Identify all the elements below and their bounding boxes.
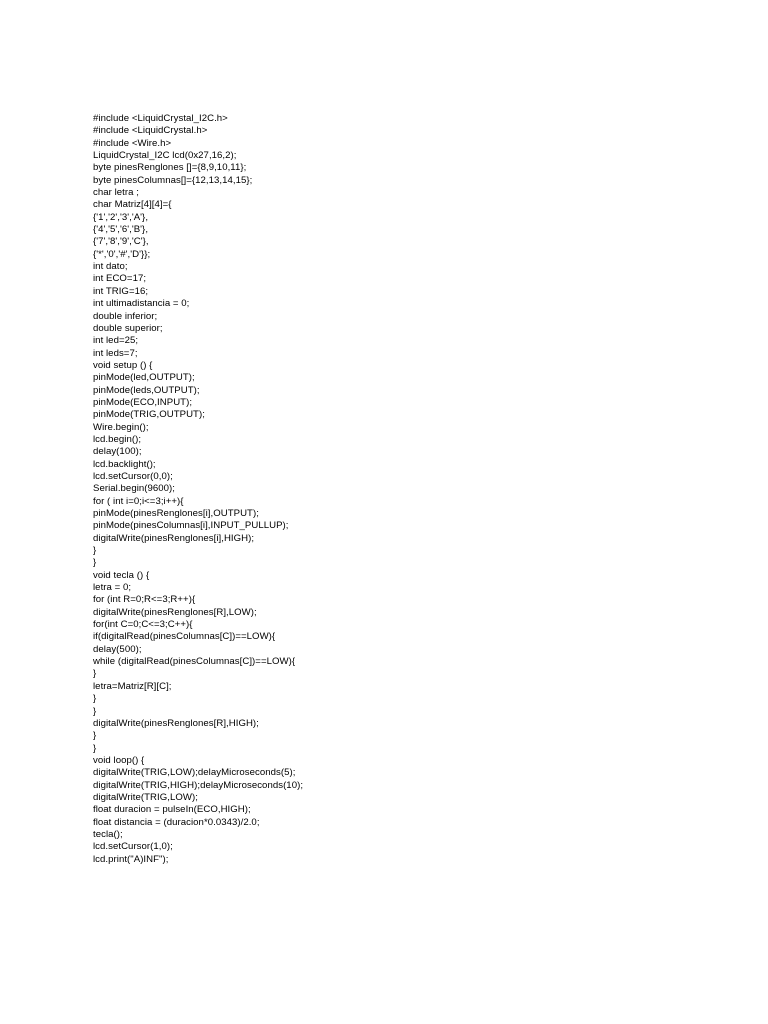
code-line: int dato; bbox=[93, 261, 128, 273]
code-line: digitalWrite(pinesRenglones[R],HIGH); bbox=[93, 717, 259, 729]
code-line: pinMode(pinesRenglones[i],OUTPUT); bbox=[93, 508, 259, 519]
code-line: pinMode(leds,OUTPUT); bbox=[93, 384, 200, 396]
code-line: } bbox=[93, 557, 97, 569]
code-line: int leds=7; bbox=[93, 347, 138, 359]
code-line: byte pinesColumnas[]={12,13,14,15}; bbox=[93, 174, 253, 186]
code-line: Serial.begin(9600); bbox=[93, 483, 176, 495]
code-line: {'1','2','3','A'}, bbox=[93, 211, 149, 223]
code-line: delay(500); bbox=[93, 643, 142, 655]
code-line: letra=Matriz[R][C]; bbox=[93, 680, 172, 692]
code-line: if(digitalRead(pinesColumnas[C])==LOW){ bbox=[93, 631, 276, 643]
code-line: int led=25; bbox=[93, 335, 139, 347]
code-line: lcd.backlight(); bbox=[93, 458, 156, 470]
code-line: {'*','0','#','D'}}; bbox=[93, 248, 151, 260]
code-line: int ECO=17; bbox=[93, 273, 147, 285]
code-line: pinMode(TRIG,OUTPUT); bbox=[93, 409, 205, 421]
code-listing bbox=[93, 113, 303, 866]
code-line: for(int C=0;C<=3;C++){ bbox=[93, 619, 193, 631]
code-line: void loop() { bbox=[93, 754, 145, 766]
code-line: digitalWrite(TRIG,HIGH);delayMicroseconds(10); bbox=[93, 779, 304, 791]
code-line: int ultimadistancia = 0; bbox=[93, 298, 190, 310]
code-line: lcd.print("A)INF"); bbox=[93, 853, 169, 865]
code-line: byte pinesRenglones []={8,9,10,11}; bbox=[93, 162, 247, 174]
code-line: char Matriz[4][4]={ bbox=[93, 199, 172, 211]
code-line: delay(100); bbox=[93, 446, 142, 458]
code-line: lcd.begin(); bbox=[93, 433, 142, 445]
code-line: pinMode(led,OUTPUT); bbox=[93, 372, 195, 384]
code-line: LiquidCrystal_I2C lcd(0x27,16,2); bbox=[93, 150, 237, 162]
code-line: float distancia = (duracion*0.0343)/2.0; bbox=[93, 816, 260, 828]
code-line: } bbox=[93, 705, 97, 717]
code-line: lcd.setCursor(0,0); bbox=[93, 470, 173, 482]
code-line: double inferior; bbox=[93, 310, 158, 322]
code-line: while (digitalRead(pinesColumnas[C])==LOW){ bbox=[93, 656, 296, 668]
code-line: float duracion = pulseIn(ECO,HIGH); bbox=[93, 804, 251, 816]
code-line: int TRIG=16; bbox=[93, 285, 149, 297]
code-line: char letra ; bbox=[93, 187, 139, 199]
code-line: digitalWrite(TRIG,LOW); bbox=[93, 791, 198, 803]
code-line: #include <LiquidCrystal_I2C.h> bbox=[93, 113, 228, 124]
code-line: #include <Wire.h> bbox=[93, 137, 172, 149]
code-line: digitalWrite(TRIG,LOW);delayMicroseconds(5); bbox=[93, 767, 296, 779]
code-line: } bbox=[93, 730, 97, 742]
code-line: double superior; bbox=[93, 322, 163, 334]
code-line: Wire.begin(); bbox=[93, 421, 149, 433]
code-line: tecla(); bbox=[93, 828, 123, 840]
code-line: digitalWrite(pinesRenglones[R],LOW); bbox=[93, 606, 257, 618]
code-line: digitalWrite(pinesRenglones[i],HIGH); bbox=[93, 532, 255, 544]
code-line: {'7','8','9','C'}, bbox=[93, 236, 149, 248]
code-line: pinMode(pinesColumnas[i],INPUT_PULLUP); bbox=[93, 520, 289, 532]
code-line: } bbox=[93, 742, 97, 754]
code-line: #include <LiquidCrystal.h> bbox=[93, 125, 208, 137]
code-line: } bbox=[93, 545, 97, 557]
code-line: {'4','5','6','B'}, bbox=[93, 224, 149, 236]
code-line: } bbox=[93, 693, 97, 705]
code-line: pinMode(ECO,INPUT); bbox=[93, 396, 193, 408]
code-line: } bbox=[93, 668, 97, 680]
code-line: void setup () { bbox=[93, 359, 153, 371]
code-line: letra = 0; bbox=[93, 582, 132, 594]
code-line: void tecla () { bbox=[93, 569, 150, 581]
code-line: lcd.setCursor(1,0); bbox=[93, 841, 173, 853]
code-line: for (int R=0;R<=3;R++){ bbox=[93, 594, 196, 606]
code-line: for ( int i=0;i<=3;i++){ bbox=[93, 495, 184, 507]
